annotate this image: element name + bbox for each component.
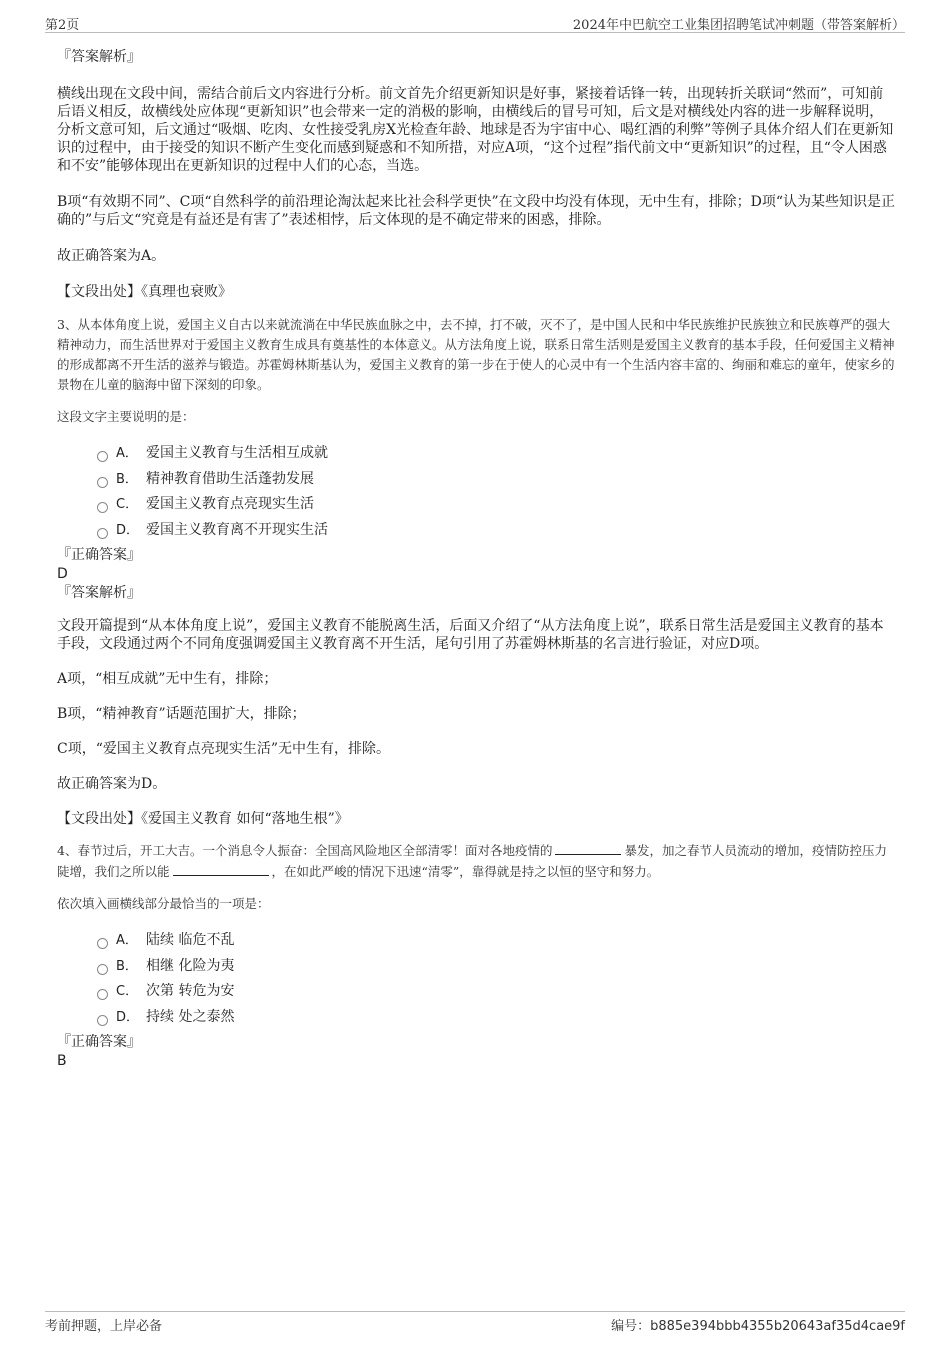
analysis-paragraph: 故正确答案为D。 [57,776,167,792]
option-letter: D． [116,522,140,538]
analysis-paragraph: 横线出现在文段中间，需结合前后文内容进行分析。前文首先介绍更新知识是好事，紧接着话锋一转，出现转折关联词“然而”，可知前后语义相反，故横线处应体现“更新知识”也会带来一定的消极的影响，由横线后的冒号可知，后文是对横线处内容的进一步解释说明，分析文意可知，后文通过“吸烟、吃肉、女性接受乳房X光检查年龄、地球是否为宇宙中心、喝红酒的利弊”等例子具体介绍人们在更新知识的过程中，由于接受的知识不断产生变化而感到疑惑和不知所措，对应A项，“这个过程”指代前文中“更新知识”的过程，且“令人困惑和不安”能够体现出在更新知识的过程中人们的心态，当选。 [57,86,894,174]
analysis-paragraph: A项，“相互成就”无中生有，排除； [57,671,278,687]
option-b[interactable] [57,954,897,980]
option-letter: B． [116,471,138,487]
analysis-paragraph: 文段开篇提到“从本体角度上说”，爱国主义教育不能脱离生活，后面又介绍了“从方法角度上说”，联系日常生活是爱国主义教育的基本手段，文段通过两个不同角度强调爱国主义教育离不开生活，尾句引用了苏霍姆林斯基的名言进行验证，对应D项。 [57,618,884,652]
analysis-paragraph: C项，“爱国主义教育点亮现实生活”无中生有，排除。 [57,741,391,757]
option-c[interactable] [57,979,897,1005]
page-footer [45,1311,905,1334]
option-list [57,928,897,1030]
radio-button-icon[interactable] [97,528,108,539]
question-stem: 3、从本体角度上说，爱国主义自古以来就流淌在中华民族血脉之中，去不掉，打不破，灭不了，是中国人民和中华民族维护民族独立和民族尊严的强大精神动力，而生活世界对于爱国主义教育生成具有奠基性的本体意义。从方法角度上说，联系日常生活则是爱国主义教育的基本手段，任何爱国主义精神的形成都离不开生活的滋养与锻造。苏霍姆林斯基认为，爱国主义教育的第一步在于使人的心灵中有一个生活内容丰富的、绚丽和难忘的童年，使家乡的景物在儿童的脑海中留下深刻的印象。 [57,317,895,392]
footer-note: 考前押题，上岸必备 [45,1319,163,1334]
option-b[interactable] [57,467,897,493]
radio-button-icon[interactable] [97,451,108,462]
radio-button-icon[interactable] [97,989,108,1000]
option-letter: B． [116,958,138,974]
option-letter: A． [116,933,138,948]
fill-blank [555,840,621,855]
radio-button-icon[interactable] [97,502,108,513]
page-number: 第2页 [45,18,80,33]
correct-answer: D [57,566,68,582]
question-prompt: 这段文字主要说明的是： [57,409,195,424]
stem-text: ，在如此严峻的情况下迅速“清零”，靠得就是持之以恒的坚守和努力。 [271,864,660,879]
question-stem [57,840,897,882]
option-c[interactable] [57,492,897,518]
option-letter: A． [116,446,138,461]
option-a[interactable] [57,441,897,467]
document-title: 2024年中巴航空工业集团招聘笔试冲刺题（带答案解析） [572,18,905,33]
option-a[interactable] [57,928,897,954]
answer-analysis-label: 『答案解析』 [57,585,141,601]
option-d[interactable] [57,1005,897,1031]
option-letter: C． [116,497,139,512]
source-citation: 【文段出处】《真理也衰败》 [57,284,232,300]
analysis-paragraph: B项“有效期不同”、C项“自然科学的前沿理论淘汰起来比社会科学更快”在文段中均没有体现，无中生有，排除；D项“认为某些知识是正确的”与后文“究竟是有益还是有害了”表述相悖，后文体现的是不确定带来的困惑，排除。 [57,194,896,228]
correct-answer: B [57,1053,67,1069]
correct-answer-label: 『正确答案』 [57,547,141,563]
radio-button-icon[interactable] [97,477,108,488]
option-letter: C． [116,984,139,999]
document-code [611,1315,905,1334]
stem-text: 4、春节过后，开工大吉。一个消息令人振奋：全国高风险地区全部清零！面对各地疫情的 [57,843,553,858]
page-content [57,44,897,1070]
option-text: 精神教育借助生活蓬勃发展 [146,470,314,487]
radio-button-icon[interactable] [97,938,108,949]
source-citation: 【文段出处】《爱国主义教育 如何“落地生根”》 [57,811,349,827]
answer-analysis-label: 『答案解析』 [57,49,141,65]
code-value: b885e394bbb4355b20643af35d4cae9f [650,1319,905,1334]
code-label: 编号： [611,1319,651,1334]
page-header [45,12,905,33]
option-text: 持续 处之泰然 [146,1008,235,1025]
correct-answer-label: 『正确答案』 [57,1034,141,1050]
option-text: 爱国主义教育与生活相互成就 [146,445,328,461]
option-text: 次第 转危为安 [146,983,235,999]
option-text: 爱国主义教育点亮现实生活 [146,496,314,512]
option-text: 爱国主义教育离不开现实生活 [146,521,328,538]
option-d[interactable] [57,518,897,544]
option-text: 相继 化险为夷 [146,957,235,974]
analysis-paragraph: B项，“精神教育”话题范围扩大，排除； [57,706,306,722]
radio-button-icon[interactable] [97,964,108,975]
option-text: 陆续 临危不乱 [146,932,235,948]
option-list [57,441,897,543]
stem-text: 暴发，加之春节人员流动的增加，疫情防控压力陡增，我们之所以能 [57,843,887,879]
fill-blank [173,861,269,876]
radio-button-icon[interactable] [97,1015,108,1026]
question-prompt: 依次填入画横线部分最恰当的一项是： [57,896,270,911]
analysis-paragraph: 故正确答案为A。 [57,248,166,264]
option-letter: D． [116,1009,140,1025]
